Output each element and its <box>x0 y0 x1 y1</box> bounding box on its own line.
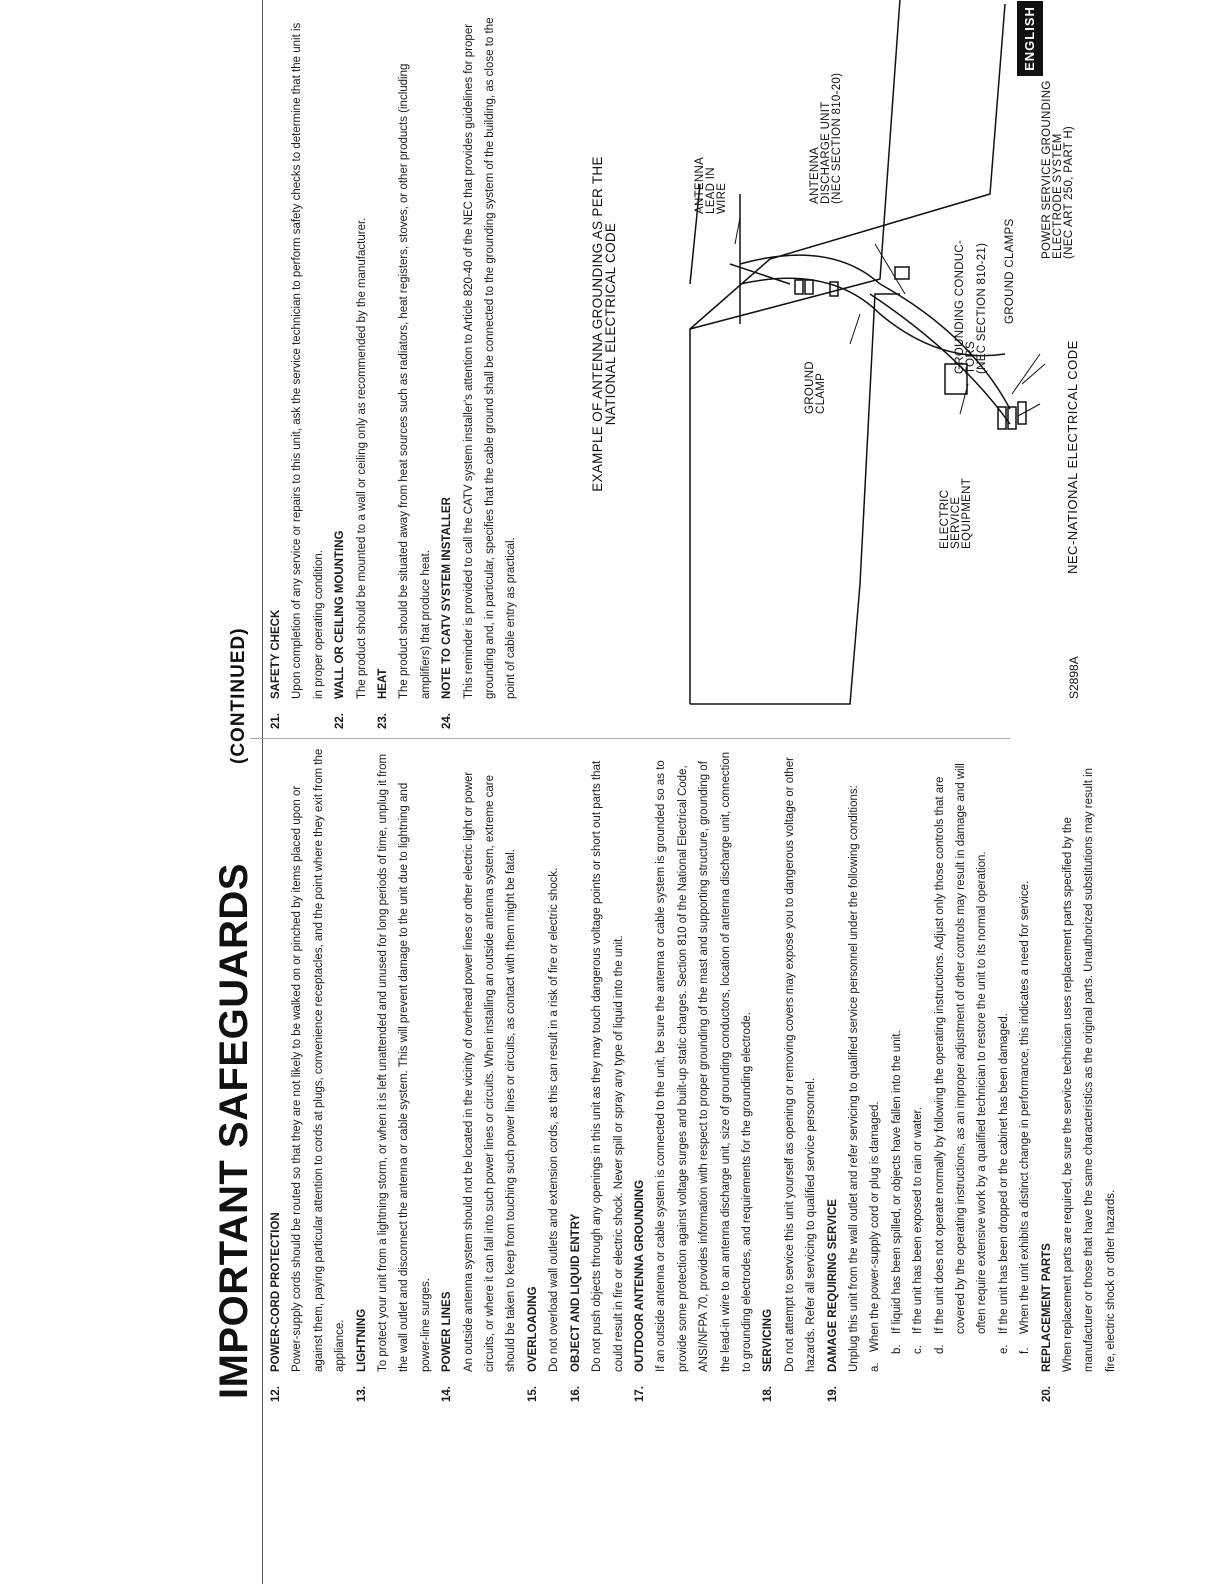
item-heading: POWER LINES <box>441 1291 454 1372</box>
item-number: 17. <box>633 1386 646 1402</box>
label-discharge-unit <box>810 73 843 204</box>
condition-text: When the power-supply cord or plug is damaged. <box>869 1101 882 1352</box>
condition-letter: d. <box>933 1344 946 1354</box>
item-text: Do not attempt to service this unit yourself as opening or removing covers may expose you to dangerous voltage or other hazards. Refer all servicing to qualified service personnel. <box>783 757 818 1372</box>
condition-text: If the unit has been dropped or the cabinet has been damaged. <box>997 1013 1010 1334</box>
label-electric-service <box>940 478 973 549</box>
item-heading: OVERLOADING <box>526 1286 539 1372</box>
continued-label: (CONTINUED) <box>228 627 249 764</box>
item-heading: OUTDOOR ANTENNA GROUNDING <box>633 1179 646 1372</box>
item-heading: HEAT <box>377 668 390 699</box>
item-text: This reminder is provided to call the CATV system installer's attention to Article 820-40 of the NEC that provides guidelines for proper grounding and, in particular, specifies that the cable ground shall be connected to the grounding system of the building, as close to the point of cable entry as practical. <box>462 17 518 699</box>
item-heading: SERVICING <box>762 1308 775 1372</box>
condition-letter: a. <box>869 1362 882 1372</box>
label-grounding-conductors <box>955 240 988 374</box>
label-line: ELECTRIC <box>939 489 951 549</box>
condition-text: If liquid has been spilled, or objects have fallen into the unit. <box>890 1030 903 1334</box>
label-line: ANTENNA <box>809 146 821 204</box>
item-heading: DAMAGE REQUIRING SERVICE <box>826 1199 839 1372</box>
label-line: POWER SERVICE GROUNDING <box>1041 80 1053 259</box>
label-line: LEAD IN <box>705 167 717 214</box>
item-number: 13. <box>355 1386 368 1402</box>
leader-line <box>1018 404 1040 416</box>
clamp <box>1018 402 1026 424</box>
item-heading: SAFETY CHECK <box>270 609 282 699</box>
label-ground-clamp <box>805 361 827 414</box>
item-text: If an outside antenna or cable system is connected to the unit, be sure the antenna or cable system is grounded so as to provide some protection against voltage surges and built-up static charges. Section 810 of the National Electrical Code, ANSI/NFPA 70, provides information with respect to proper grounding of the mast and supporting structure, grounding of the lead-in wire to an antenna discharge unit, size of grounding conductors, location of antenna discharge unit, connection to grounding electrodes, and requirements for the grounding electrode. <box>655 751 753 1372</box>
grounding-conductor <box>870 294 1010 424</box>
item-text: To protect your unit from a lightning storm, or when it is left unattended and unused for long periods of time, unplug it from the wall outlet and disconnect the antenna or cable system. This will prevent damage to the unit due to lightning and power-line surges. <box>377 753 432 1372</box>
discharge-unit-box <box>895 267 909 279</box>
label-power-service <box>1042 80 1075 259</box>
figure-id: S2898A <box>1067 656 1081 699</box>
label-line: DISCHARGE UNIT <box>820 101 832 204</box>
item-heading: POWER-CORD PROTECTION <box>270 1212 282 1372</box>
item-heading: REPLACEMENT PARTS <box>1040 1243 1053 1372</box>
condition-letter: f. <box>1019 1347 1032 1354</box>
clamp <box>1008 407 1016 429</box>
item-number: 19. <box>826 1386 839 1402</box>
house-wall <box>860 294 900 584</box>
leader-line <box>850 314 860 344</box>
label-line: GROUND <box>804 361 816 414</box>
label-antenna-lead-in <box>695 157 728 214</box>
item-number: 20. <box>1040 1386 1053 1402</box>
item-text: When replacement parts are required, be sure the service technician uses replacement parts specified by the manufacturer or those that have the same characteristics as the original parts. Unauthorized substitutions may result in fire, electric shock or other hazards. <box>1062 767 1117 1372</box>
item-number: 14. <box>441 1386 454 1402</box>
diagram-title-line: EXAMPLE OF ANTENNA GROUNDING AS PER THE <box>590 156 605 492</box>
label-line: (NEC SECTION 810-21) <box>976 242 988 374</box>
label-line: ANTENNA <box>694 156 706 214</box>
leader-line <box>1012 354 1040 394</box>
label-line: CLAMP <box>815 372 827 414</box>
item-text: Do not overload wall outlets and extension cords, as this can result in a risk of fire or electric shock. <box>548 867 561 1372</box>
condition-text: When the unit exhibits a distinct change in performance, this indicates a need for service. <box>1019 880 1032 1334</box>
label-line: GROUNDING CONDUC- <box>954 239 966 374</box>
item-heading: OBJECT AND LIQUID ENTRY <box>569 1213 582 1372</box>
diagram-title-line: NATIONAL ELECTRICAL CODE <box>603 222 618 426</box>
house-outline <box>690 0 900 704</box>
item-text: The product should be situated away from heat sources such as radiators, heat registers, stoves, or other products (including amplifiers) that produce heat. <box>398 63 432 699</box>
condition-letter: e. <box>997 1344 1010 1354</box>
label-line: TORS <box>965 341 977 374</box>
label-line: ELECTRODE SYSTEM <box>1052 133 1064 259</box>
item-heading: WALL OR CEILING MOUNTING <box>334 530 347 699</box>
item-text: Power-supply cords should be routed so that they are not likely to be walked on or pinched by items placed upon or against them, paying particular attention to cords at plugs, convenience receptacles, and the point where they exit from the appliance. <box>291 748 347 1372</box>
item-number: 12. <box>270 1386 282 1402</box>
condition-letter: b. <box>890 1344 903 1354</box>
item-number: 16. <box>569 1386 582 1402</box>
item-text: Upon completion of any service or repairs to this unit, ask the service technician to perform safety checks to determine that the unit is in proper operating condition. <box>291 22 325 699</box>
language-badge: ENGLISH <box>1017 1 1043 76</box>
leader-line <box>960 384 968 414</box>
label-line: (NEC SECTION 810-20) <box>831 72 843 204</box>
condition-letter: c. <box>912 1345 925 1354</box>
page-title: IMPORTANT SAFEGUARDS <box>212 863 256 1399</box>
label-line: EQUIPMENT <box>961 477 973 549</box>
label-line: (NEC ART 250, PART H) <box>1063 125 1075 259</box>
item-number: 23. <box>377 713 390 729</box>
condition-text: If the unit has been exposed to rain or water. <box>912 1107 925 1334</box>
item-heading: LIGHTNING <box>355 1308 368 1372</box>
item-text: An outside antenna system should not be located in the vicinity of overhead power lines or other electric light or power circuits, or where it can fall into such power lines or circuits. When installing an outside antenna system, extreme care should be taken to keep from touching such power lines or circuits, as contact with them might be fatal. <box>462 771 518 1372</box>
item-text: The product should be mounted to a wall or ceiling only as recommended by the manufacturer. <box>355 217 368 699</box>
label-line: WIRE <box>716 182 728 214</box>
label-line: SERVICE <box>950 496 962 549</box>
label-ground-clamps: GROUND CLAMPS <box>1004 218 1016 324</box>
item-number: 22. <box>334 713 347 729</box>
clamp <box>795 280 803 294</box>
item-number: 21. <box>270 713 282 729</box>
leader-line <box>875 244 905 294</box>
clamp <box>805 280 813 294</box>
item-heading: NOTE TO CATV SYSTEM INSTALLER <box>441 497 454 699</box>
item-text: Unplug this unit from the wall outlet and refer servicing to qualified service personnel under the following conditions: <box>847 785 860 1372</box>
item-number: 18. <box>762 1386 775 1402</box>
condition-text: If the unit does not operate normally by following the operating instructions. Adjust only those controls that are covered by the operating instructions, as an improper adjustment of other controls may result in damage and will often require extensive work by a qualified technician to restore the unit to its normal operation. <box>933 763 989 1334</box>
house-edge <box>690 584 860 704</box>
item-number: 24. <box>441 713 454 729</box>
nec-label: NEC-NATIONAL ELECTRICAL CODE <box>1065 340 1080 574</box>
item-number: 15. <box>526 1386 539 1402</box>
item-text: Do not push objects through any openings in this unit as they may touch dangerous voltage points or short out parts that could result in fire or electric shock. Never spill or spray any type of liquid into the unit. <box>591 760 625 1372</box>
